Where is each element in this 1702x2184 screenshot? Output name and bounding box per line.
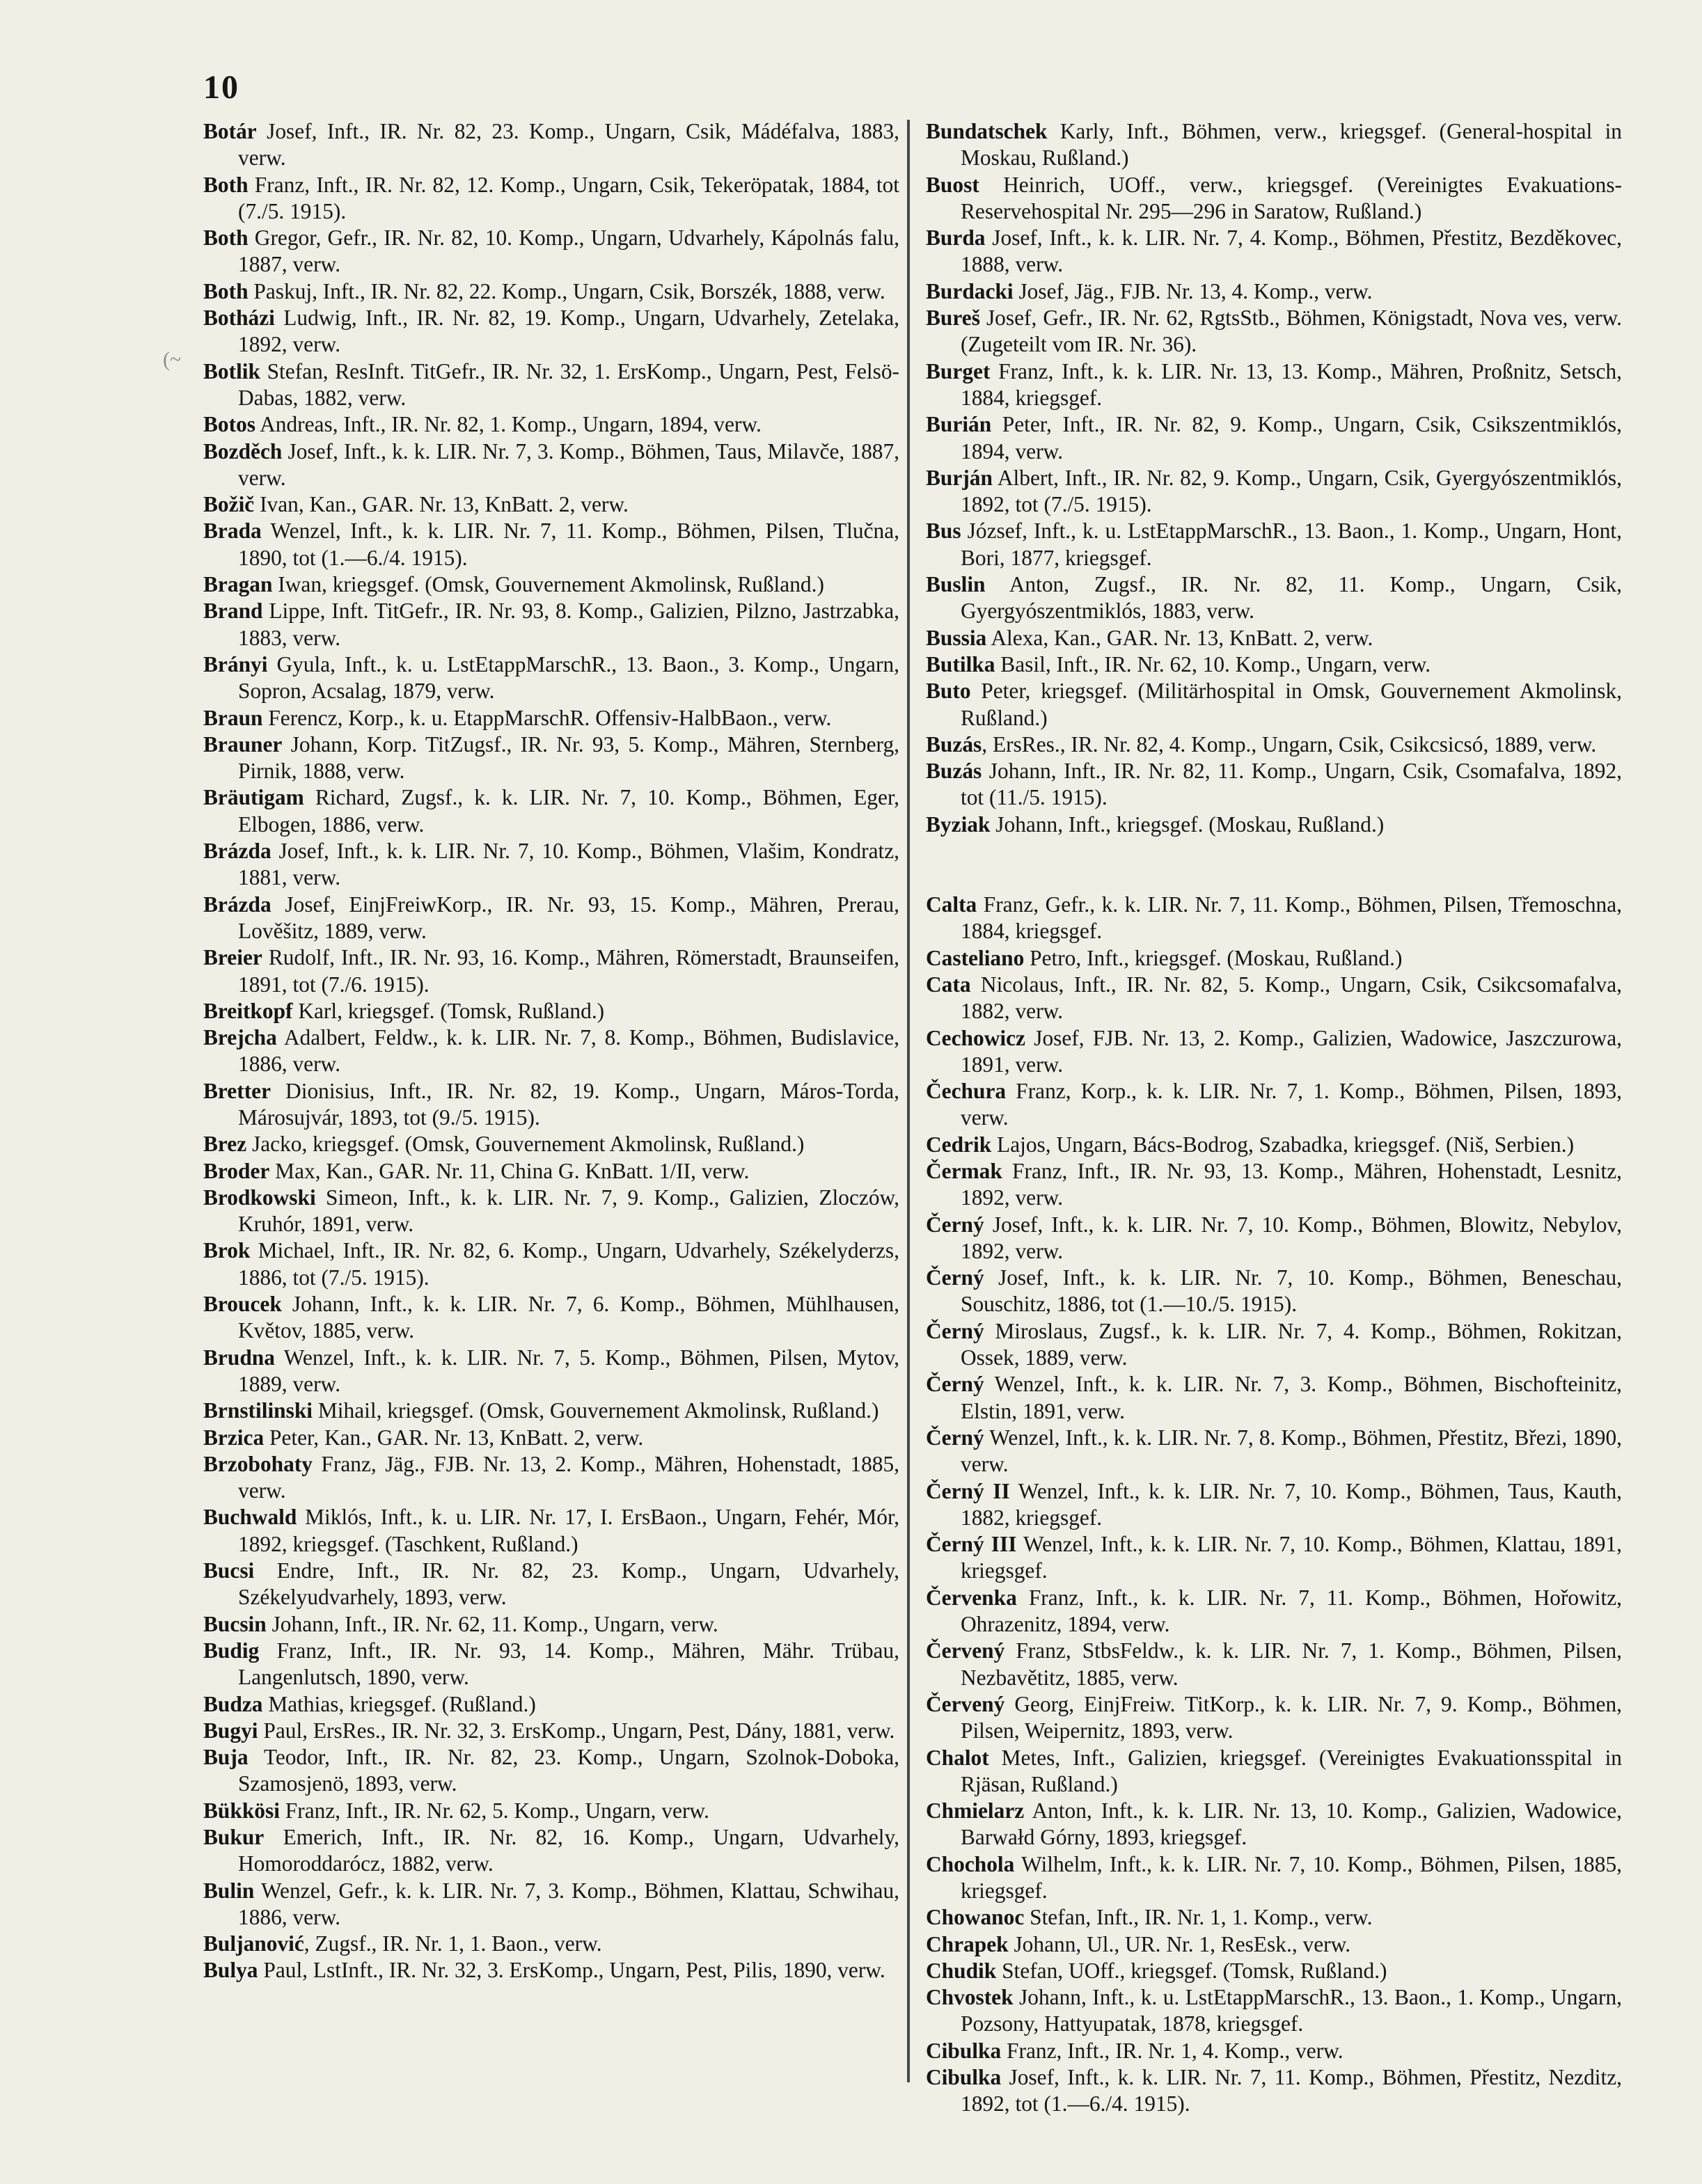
entry-surname: Bulin	[203, 1878, 255, 1903]
register-entry	[926, 571, 1622, 625]
entry-surname: Buchwald	[203, 1505, 297, 1530]
entry-surname: Brudna	[203, 1345, 275, 1370]
entry-details: Wenzel, Inft., k. k. LIR. Nr. 7, 8. Komp., Böhmen, Přestitz, Březi, 1890, verw.	[961, 1425, 1622, 1477]
entry-surname: Bulya	[203, 1958, 258, 1983]
register-entry	[926, 1212, 1622, 1265]
entry-surname: Budza	[203, 1691, 263, 1716]
entry-details: Miroslaus, Zugsf., k. k. LIR. Nr. 7, 4. Komp., Böhmen, Rokitzan, Ossek, 1889, verw.	[961, 1318, 1622, 1370]
entry-surname: Burget	[926, 358, 991, 383]
register-entry	[926, 2038, 1622, 2064]
entry-details: Josef, Inft., k. k. LIR. Nr. 7, 10. Komp., Böhmen, Blowitz, Nebylov, 1892, verw.	[961, 1212, 1622, 1263]
entry-surname: Burján	[926, 465, 993, 490]
entry-surname: Butilka	[926, 651, 995, 676]
register-entry	[926, 1904, 1622, 1931]
register-entry	[926, 1318, 1622, 1372]
entry-details: Johann, Inft., k. u. LstEtappMarschR., 13. Baon., 1. Komp., Ungarn, Pozsony, Hattyupatak, 1878, kriegsgef.	[961, 1985, 1622, 2036]
entry-surname: Both	[203, 172, 249, 197]
entry-details: Heinrich, UOff., verw., kriegsgef. (Vereinigtes Evakuations-Reservehospital Nr. 295—296 in Saratow, Rußland.)	[961, 172, 1622, 223]
register-entry	[203, 1291, 899, 1345]
entry-details: Josef, Inft., k. k. LIR. Nr. 7, 3. Komp., Böhmen, Taus, Milavče, 1887, verw.	[238, 438, 899, 490]
entry-details: Johann, Inft., k. k. LIR. Nr. 7, 6. Komp., Böhmen, Mühlhausen, Květov, 1885, verw.	[238, 1292, 899, 1343]
entry-surname: Bus	[926, 519, 961, 544]
entry-details: Peter, Kan., GAR. Nr. 13, KnBatt. 2, verw.	[264, 1425, 644, 1450]
entry-details: Dionisius, Inft., IR. Nr. 82, 19. Komp., Ungarn, Máros-Torda, Márosujvár, 1893, tot (9./5. 1915).	[238, 1078, 899, 1130]
entry-surname: Černý II	[926, 1478, 1010, 1503]
register-entry	[926, 1798, 1622, 1851]
register-entry	[926, 1158, 1622, 1212]
entry-details: Rudolf, Inft., IR. Nr. 93, 16. Komp., Mähren, Römerstadt, Braunseifen, 1891, tot (7./6. 1915).	[238, 945, 899, 997]
register-entry	[926, 305, 1622, 358]
register-entry	[203, 1237, 899, 1291]
entry-surname: Bukur	[203, 1825, 265, 1849]
register-entry	[926, 731, 1622, 758]
entry-details: Stefan, UOff., kriegsgef. (Tomsk, Rußland.)	[996, 1958, 1387, 1983]
entry-details: Gyula, Inft., k. u. LstEtappMarschR., 13. Baon., 3. Komp., Ungarn, Sopron, Acsalag, 1879, verw.	[238, 651, 899, 704]
entry-details: Josef, FJB. Nr. 13, 2. Komp., Galizien, Wadowice, Jaszczurowa, 1891, verw.	[961, 1025, 1622, 1077]
entry-details: Josef, Inft., k. k. LIR. Nr. 7, 10. Komp., Böhmen, Vlašim, Kondratz, 1881, verw.	[238, 839, 899, 890]
margin-mark: (~	[163, 348, 182, 371]
register-entry	[203, 1957, 899, 1984]
register-entry	[203, 1504, 899, 1558]
register-entry	[203, 651, 899, 705]
register-entry	[203, 571, 899, 598]
register-entry	[926, 758, 1622, 812]
register-entry	[926, 1851, 1622, 1905]
entry-details: Peter, Inft., IR. Nr. 82, 9. Komp., Ungarn, Csik, Csikszentmiklós, 1894, verw.	[961, 412, 1622, 464]
entry-details: Wenzel, Inft., k. k. LIR. Nr. 7, 10. Komp., Böhmen, Taus, Kauth, 1882, kriegsgef.	[961, 1478, 1622, 1530]
register-entry	[203, 1451, 899, 1505]
entry-surname: Broder	[203, 1158, 270, 1183]
entry-surname: Burdacki	[926, 278, 1014, 303]
page-number: 10	[203, 69, 239, 106]
entry-surname: Černý	[926, 1212, 984, 1237]
register-entry	[926, 1478, 1622, 1532]
register-entry	[926, 411, 1622, 465]
entry-surname: Brok	[203, 1238, 251, 1263]
entry-details: Iwan, kriegsgef. (Omsk, Gouvernement Akmolinsk, Rußland.)	[272, 572, 824, 597]
entry-surname: Čechura	[926, 1079, 1007, 1104]
entry-surname: Červený	[926, 1638, 1005, 1663]
register-entry	[926, 1025, 1622, 1079]
register-entry	[926, 1638, 1622, 1691]
entry-details: Franz, StbsFeldw., k. k. LIR. Nr. 7, 1. Komp., Böhmen, Pilsen, Nezbavětitz, 1885, verw.	[961, 1638, 1622, 1690]
entry-surname: Breier	[203, 945, 262, 970]
entry-details: Josef, Inft., k. k. LIR. Nr. 7, 10. Komp., Böhmen, Beneschau, Souschitz, 1886, tot (1.—10./5. 1915).	[961, 1265, 1622, 1317]
register-entry	[926, 1371, 1622, 1425]
entry-surname: Bükkösi	[203, 1798, 280, 1823]
entry-surname: Brnstilinski	[203, 1398, 313, 1423]
register-entry	[926, 1265, 1622, 1318]
entry-surname: Chvostek	[926, 1985, 1014, 2010]
register-entry	[203, 518, 899, 571]
entry-details: Ludwig, Inft., IR. Nr. 82, 19. Komp., Ungarn, Udvarhely, Zetelaka, 1892, verw.	[238, 306, 899, 357]
entry-surname: Braun	[203, 705, 263, 730]
entry-surname: Bretter	[203, 1078, 271, 1103]
register-entry	[203, 225, 899, 278]
entry-surname: Brányi	[203, 651, 268, 676]
entry-surname: Budig	[203, 1638, 260, 1663]
entry-details: Johann, Inft., IR. Nr. 62, 11. Komp., Ungarn, verw.	[266, 1611, 718, 1636]
register-entry	[926, 278, 1622, 305]
entry-surname: Botár	[203, 119, 257, 143]
entry-details: Josef, Inft., k. k. LIR. Nr. 7, 4. Komp., Böhmen, Přestitz, Bezděkovec, 1888, verw.	[961, 225, 1622, 277]
entry-surname: Cibulka	[926, 2038, 1002, 2063]
register-entry	[926, 225, 1622, 278]
register-entry	[926, 678, 1622, 731]
register-entry	[926, 1958, 1622, 1984]
column-divider	[907, 120, 910, 2082]
entry-details: Stefan, Inft., IR. Nr. 1, 1. Komp., verw.	[1024, 1905, 1373, 1930]
entry-details: Lippe, Inft. TitGefr., IR. Nr. 93, 8. Komp., Galizien, Pilzno, Jastrzabka, 1883, verw.	[238, 599, 899, 650]
entry-surname: Botos	[203, 412, 255, 437]
entry-surname: Bureš	[926, 306, 980, 331]
entry-details: Jacko, kriegsgef. (Omsk, Gouvernement Akmolinsk, Rußland.)	[246, 1132, 805, 1157]
entry-details: Albert, Inft., IR. Nr. 82, 9. Komp., Ungarn, Csik, Gyergyószentmiklós, 1892, tot (7./5. 1915).	[961, 465, 1622, 517]
register-entry	[926, 892, 1622, 945]
right-section-b	[926, 118, 1622, 838]
entry-surname: Brzobohaty	[203, 1451, 313, 1476]
entry-details: Mathias, kriegsgef. (Rußland.)	[262, 1691, 536, 1716]
register-entry	[203, 411, 899, 438]
register-entry	[926, 172, 1622, 225]
entry-surname: Brand	[203, 599, 263, 624]
register-entry	[926, 1078, 1622, 1132]
entry-details: Metes, Inft., Galizien, kriegsgef. (Vereinigtes Evakuationsspital in Rjäsan, Rußland.)	[961, 1745, 1622, 1796]
entry-details: Gregor, Gefr., IR. Nr. 82, 10. Komp., Ungarn, Udvarhely, Kápolnás falu, 1887, verw.	[238, 225, 899, 277]
entry-details: Basil, Inft., IR. Nr. 62, 10. Komp., Ungarn, verw.	[995, 651, 1431, 676]
register-entry	[203, 1024, 899, 1078]
register-entry	[203, 1425, 899, 1451]
entry-details: Franz, Korp., k. k. LIR. Nr. 7, 1. Komp., Böhmen, Pilsen, 1893, verw.	[961, 1079, 1622, 1130]
register-entry	[203, 1558, 899, 1611]
entry-details: Ferencz, Korp., k. u. EtappMarschR. Offensiv-HalbBaon., verw.	[262, 705, 832, 730]
register-entry	[203, 1611, 899, 1638]
entry-details: Michael, Inft., IR. Nr. 82, 6. Komp., Ungarn, Udvarhely, Székelyderzs, 1886, tot (7./5. 1915).	[238, 1238, 899, 1290]
entry-surname: Buost	[926, 172, 979, 197]
entry-details: Anton, Zugsf., IR. Nr. 82, 11. Komp., Ungarn, Csik, Gyergyószentmiklós, 1883, verw.	[961, 572, 1622, 624]
register-entry	[203, 1185, 899, 1238]
entry-surname: Brejcha	[203, 1025, 277, 1050]
entry-details: Franz, Jäg., FJB. Nr. 13, 2. Komp., Mähren, Hohenstadt, 1885, verw.	[238, 1451, 899, 1503]
entry-surname: Bussia	[926, 625, 987, 650]
entry-surname: Buslin	[926, 572, 986, 597]
entry-details: Josef, Gefr., IR. Nr. 62, RgtsStb., Böhmen, Königstadt, Nova ves, verw. (Zugeteilt vom IR. Nr. 36).	[961, 306, 1622, 357]
register-entry	[926, 1691, 1622, 1745]
entry-details: Emerich, Inft., IR. Nr. 82, 16. Komp., Ungarn, Udvarhely, Homoroddarócz, 1882, verw.	[238, 1825, 899, 1876]
register-entry	[203, 1158, 899, 1185]
entry-details: Paul, LstInft., IR. Nr. 32, 3. ErsKomp., Ungarn, Pest, Pilis, 1890, verw.	[258, 1958, 885, 1983]
entry-details: Wenzel, Inft., k. k. LIR. Nr. 7, 11. Komp., Böhmen, Pilsen, Tlučna, 1890, tot (1.—6./4. 1915).	[238, 519, 899, 570]
entry-details: Max, Kan., GAR. Nr. 11, China G. KnBatt. 1/II, verw.	[269, 1158, 750, 1183]
register-entry	[926, 945, 1622, 972]
register-entry	[203, 1798, 899, 1824]
entry-surname: Čermak	[926, 1158, 1002, 1183]
entry-details: Simeon, Inft., k. k. LIR. Nr. 7, 9. Komp., Galizien, Zloczów, Kruhór, 1891, verw.	[238, 1185, 899, 1237]
entry-surname: Bugyi	[203, 1718, 258, 1743]
entry-surname: Bucsi	[203, 1558, 255, 1583]
entry-details: Franz, Inft., IR. Nr. 62, 5. Komp., Ungarn, verw.	[279, 1798, 709, 1823]
register-entry	[926, 358, 1622, 412]
register-entry	[203, 118, 899, 172]
register-entry	[203, 358, 899, 412]
register-entry	[926, 625, 1622, 651]
entry-details: Josef, Inft., IR. Nr. 82, 23. Komp., Ungarn, Csik, Mádéfalva, 1883, verw.	[238, 119, 899, 171]
register-entry	[203, 1345, 899, 1398]
entry-details: Wenzel, Inft., k. k. LIR. Nr. 7, 3. Komp., Böhmen, Bischofteinitz, Elstin, 1891, verw.	[961, 1372, 1622, 1423]
entry-surname: Both	[203, 278, 249, 303]
entry-surname: Both	[203, 225, 249, 251]
entry-surname: Buzás	[926, 731, 982, 757]
entry-details: Josef, Inft., k. k. LIR. Nr. 7, 11. Komp., Böhmen, Přestitz, Nezditz, 1892, tot (1.—6./4. 1915).	[961, 2065, 1622, 2116]
entry-surname: Bozděch	[203, 438, 283, 464]
register-entry	[203, 278, 899, 305]
entry-details: Anton, Inft., k. k. LIR. Nr. 13, 10. Komp., Galizien, Wadowice, Barwałd Górny, 1893, kriegsgef.	[961, 1798, 1622, 1850]
entry-details: Franz, Inft., IR. Nr. 1, 4. Komp., verw.	[1001, 2038, 1344, 2063]
register-entry	[203, 705, 899, 731]
entry-details: Franz, Inft., k. k. LIR. Nr. 13, 13. Komp., Mähren, Proßnitz, Setsch, 1884, kriegsgef.	[961, 358, 1622, 410]
entry-details: Franz, Inft., IR. Nr. 93, 14. Komp., Mähren, Mähr. Trübau, Langenlutsch, 1890, verw.	[238, 1638, 899, 1690]
entry-details: Franz, Gefr., k. k. LIR. Nr. 7, 11. Komp., Böhmen, Pilsen, Třemoschna, 1884, kriegsgef.	[961, 892, 1622, 944]
entry-surname: Brada	[203, 519, 262, 544]
entry-surname: Brzica	[203, 1425, 265, 1450]
entry-details: Wilhelm, Inft., k. k. LIR. Nr. 7, 10. Komp., Böhmen, Pilsen, 1885, kriegsgef.	[961, 1851, 1622, 1903]
entry-details: Paskuj, Inft., IR. Nr. 82, 22. Komp., Ungarn, Csik, Borszék, 1888, verw.	[248, 278, 885, 303]
register-entry	[926, 1585, 1622, 1638]
entry-surname: Brauner	[203, 731, 283, 757]
register-entry	[203, 491, 899, 518]
entry-details: Paul, ErsRes., IR. Nr. 32, 3. ErsKomp., Ungarn, Pest, Dány, 1881, verw.	[258, 1718, 895, 1743]
entry-surname: Chrapek	[926, 1931, 1009, 1956]
entry-surname: Breitkopf	[203, 998, 293, 1023]
entry-details: Teodor, Inft., IR. Nr. 82, 23. Komp., Ungarn, Szolnok-Doboka, Szamosjenö, 1893, verw.	[238, 1745, 899, 1796]
register-entry	[203, 1824, 899, 1878]
entry-surname: Cedrik	[926, 1132, 992, 1157]
entry-surname: Botlik	[203, 358, 260, 383]
entry-details: Johann, Korp. TitZugsf., IR. Nr. 93, 5. Komp., Mähren, Sternberg, Pirnik, 1888, verw.	[238, 731, 899, 784]
entry-details: Johann, Ul., UR. Nr. 1, ResEsk., verw.	[1008, 1931, 1351, 1956]
entry-surname: Brodkowski	[203, 1185, 316, 1210]
entry-details: Peter, kriegsgef. (Militärhospital in Omsk, Gouvernement Akmolinsk, Rußland.)	[961, 679, 1622, 730]
entry-surname: Černý	[926, 1372, 984, 1397]
register-entry	[203, 1744, 899, 1798]
entry-details: Andreas, Inft., IR. Nr. 82, 1. Komp., Ungarn, 1894, verw.	[255, 412, 762, 437]
entry-surname: Černý	[926, 1265, 984, 1290]
register-entry	[926, 1984, 1622, 2038]
entry-details: , Zugsf., IR. Nr. 1, 1. Baon., verw.	[304, 1931, 602, 1956]
register-entry	[203, 1638, 899, 1691]
entry-surname: Buljanović	[203, 1931, 304, 1956]
entry-details: Stefan, ResInft. TitGefr., IR. Nr. 32, 1. ErsKomp., Ungarn, Pest, Felsö-Dabas, 1882, verw.	[238, 358, 899, 410]
entry-details: Georg, EinjFreiw. TitKorp., k. k. LIR. Nr. 7, 9. Komp., Böhmen, Pilsen, Weipernitz, 1893, verw.	[961, 1691, 1622, 1743]
register-entry	[203, 784, 899, 838]
entry-surname: Cibulka	[926, 2065, 1002, 2090]
register-entry	[926, 118, 1622, 172]
entry-details: Johann, Inft., IR. Nr. 82, 11. Komp., Ungarn, Csik, Csomafalva, 1892, tot (11./5. 1915).	[961, 759, 1622, 810]
register-entry	[203, 944, 899, 998]
entry-surname: Chowanoc	[926, 1905, 1025, 1930]
entry-surname: Brázda	[203, 839, 271, 864]
right-section-c	[926, 892, 1622, 2118]
entry-surname: Brez	[203, 1132, 247, 1157]
entry-details: Johann, Inft., kriegsgef. (Moskau, Rußland.)	[990, 812, 1385, 837]
entry-surname: Černý III	[926, 1532, 1017, 1557]
entry-surname: Buja	[203, 1745, 249, 1770]
entry-details: Karl, kriegsgef. (Tomsk, Rußland.)	[292, 998, 605, 1023]
entry-details: Wenzel, Inft., k. k. LIR. Nr. 7, 10. Komp., Böhmen, Klattau, 1891, kriegsgef.	[961, 1532, 1622, 1583]
section-gap	[926, 838, 1622, 892]
entry-surname: Broucek	[203, 1292, 282, 1317]
register-entry	[203, 1131, 899, 1157]
entry-surname: Červenka	[926, 1585, 1017, 1610]
entry-details: Wenzel, Gefr., k. k. LIR. Nr. 7, 3. Komp., Böhmen, Klattau, Schwihau, 1886, verw.	[238, 1878, 899, 1929]
register-entry	[203, 1931, 899, 1957]
entry-details: Karly, Inft., Böhmen, verw., kriegsgef. (General-hospital in Moskau, Rußland.)	[961, 119, 1622, 171]
register-entry	[926, 1531, 1622, 1585]
entry-details: Richard, Zugsf., k. k. LIR. Nr. 7, 10. Komp., Böhmen, Eger, Elbogen, 1886, verw.	[238, 785, 899, 837]
entry-surname: Cata	[926, 972, 971, 997]
entry-details: Adalbert, Feldw., k. k. LIR. Nr. 7, 8. Komp., Böhmen, Budislavice, 1886, verw.	[238, 1025, 899, 1077]
entry-details: Lajos, Ungarn, Bács-Bodrog, Szabadka, kriegsgef. (Niš, Serbien.)	[991, 1132, 1575, 1157]
register-entry	[203, 892, 899, 945]
register-entry	[926, 1931, 1622, 1958]
register-entry	[203, 305, 899, 358]
entry-details: Alexa, Kan., GAR. Nr. 13, KnBatt. 2, verw.	[986, 625, 1373, 650]
register-entry	[203, 1078, 899, 1132]
entry-surname: Bundatschek	[926, 119, 1048, 143]
entry-details: Nicolaus, Inft., IR. Nr. 82, 5. Komp., Ungarn, Csik, Csikcsomafalva, 1882, verw.	[961, 972, 1622, 1024]
entry-surname: Burián	[926, 412, 992, 437]
register-entry	[203, 1691, 899, 1718]
entry-surname: Cechowicz	[926, 1025, 1025, 1050]
register-entry	[926, 1132, 1622, 1158]
entry-surname: Bucsin	[203, 1611, 267, 1636]
entry-details: Franz, Inft., k. k. LIR. Nr. 7, 11. Komp., Böhmen, Hořowitz, Ohrazenitz, 1894, verw.	[961, 1585, 1622, 1637]
register-entry	[926, 518, 1622, 571]
entry-surname: Brázda	[203, 892, 271, 917]
right-column	[926, 118, 1622, 2118]
entry-surname: Chmielarz	[926, 1798, 1025, 1823]
entry-details: Mihail, kriegsgef. (Omsk, Gouvernement Akmolinsk, Rußland.)	[313, 1398, 879, 1423]
entry-surname: Červený	[926, 1691, 1005, 1716]
register-entry	[926, 2064, 1622, 2118]
entry-surname: Buzás	[926, 759, 982, 784]
entry-details: Franz, Inft., IR. Nr. 93, 13. Komp., Mähren, Hohenstadt, Lesnitz, 1892, verw.	[961, 1158, 1622, 1210]
register-entry	[926, 972, 1622, 1025]
entry-surname: Černý	[926, 1425, 984, 1450]
register-entry	[926, 651, 1622, 678]
register-entry	[203, 1878, 899, 1931]
entry-surname: Chudik	[926, 1958, 997, 1983]
entry-surname: Calta	[926, 892, 977, 917]
entry-surname: Černý	[926, 1318, 984, 1343]
entry-surname: Božič	[203, 492, 255, 517]
register-entry	[926, 465, 1622, 519]
entry-details: , ErsRes., IR. Nr. 82, 4. Komp., Ungarn, Csik, Csikcsicsó, 1889, verw.	[982, 731, 1597, 757]
register-entry	[203, 1718, 899, 1744]
entry-details: József, Inft., k. u. LstEtappMarschR., 13. Baon., 1. Komp., Ungarn, Hont, Bori, 1877, kriegsgef.	[961, 519, 1622, 570]
entry-surname: Chalot	[926, 1745, 989, 1770]
entry-details: Endre, Inft., IR. Nr. 82, 23. Komp., Ungarn, Udvarhely, Székelyudvarhely, 1893, verw.	[238, 1558, 899, 1610]
entry-details: Ivan, Kan., GAR. Nr. 13, KnBatt. 2, verw.	[254, 492, 629, 517]
entry-surname: Burda	[926, 225, 986, 251]
entry-details: Josef, EinjFreiwKorp., IR. Nr. 93, 15. Komp., Mähren, Prerau, Lověšitz, 1889, verw.	[238, 892, 899, 943]
left-column	[203, 118, 899, 1984]
entry-surname: Botházi	[203, 306, 275, 331]
entry-details: Petro, Inft., kriegsgef. (Moskau, Rußland.)	[1024, 945, 1403, 970]
register-entry	[203, 172, 899, 225]
register-entry	[203, 1398, 899, 1424]
entry-details: Franz, Inft., IR. Nr. 82, 12. Komp., Ungarn, Csik, Tekeröpatak, 1884, tot (7./5. 1915).	[238, 172, 899, 223]
entry-surname: Bragan	[203, 572, 273, 597]
entry-details: Wenzel, Inft., k. k. LIR. Nr. 7, 5. Komp., Böhmen, Pilsen, Mytov, 1889, verw.	[238, 1345, 899, 1396]
register-entry	[203, 598, 899, 651]
entry-details: Josef, Jäg., FJB. Nr. 13, 4. Komp., verw.	[1013, 278, 1373, 303]
register-entry	[203, 998, 899, 1024]
entry-surname: Bräutigam	[203, 785, 304, 810]
register-entry	[203, 731, 899, 785]
entry-details: Miklós, Inft., k. u. LIR. Nr. 17, I. ErsBaon., Ungarn, Fehér, Mór, 1892, kriegsgef. (Taschkent, Rußland.)	[238, 1505, 899, 1556]
entry-surname: Byziak	[926, 812, 991, 837]
entry-surname: Casteliano	[926, 945, 1025, 970]
register-entry	[203, 838, 899, 892]
register-entry	[926, 1745, 1622, 1798]
entry-surname: Buto	[926, 679, 971, 704]
register-entry	[203, 438, 899, 492]
register-entry	[926, 1425, 1622, 1478]
entry-surname: Chochola	[926, 1851, 1015, 1876]
register-entry	[926, 812, 1622, 838]
